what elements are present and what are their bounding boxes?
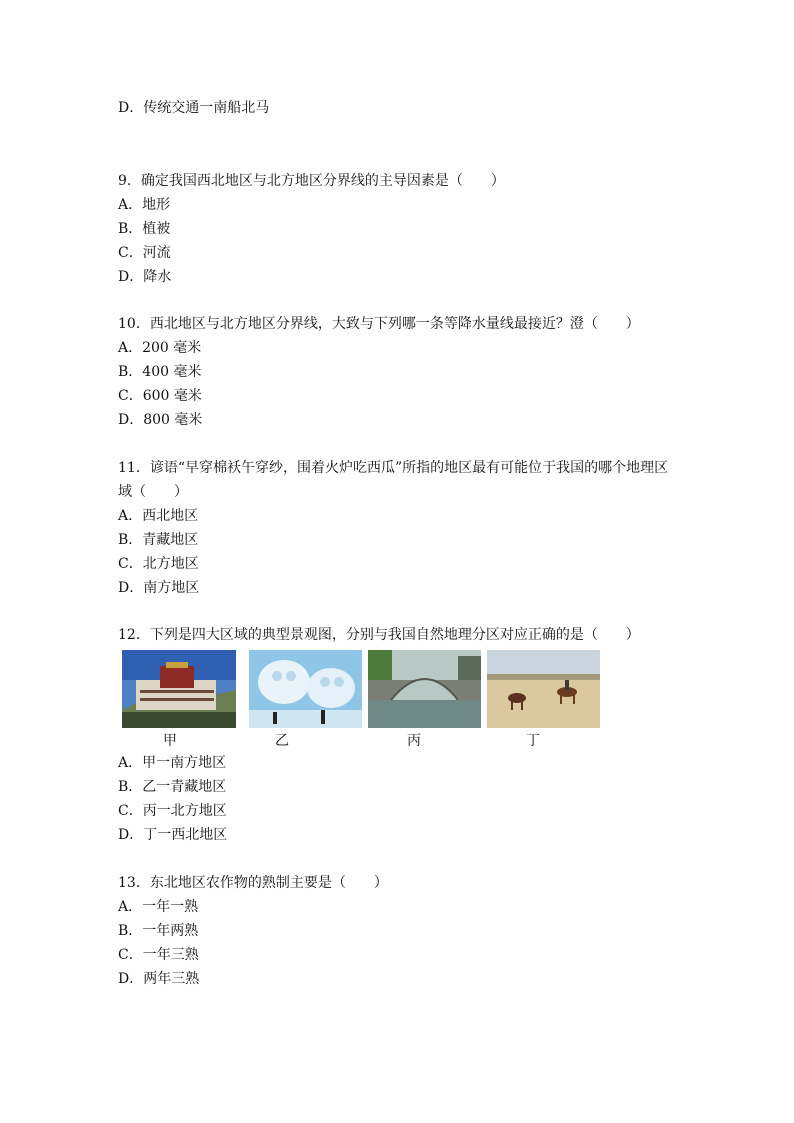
q11-option-d: D．南方地区 [118,580,200,596]
q11-question-line2: 域（ ） [118,484,188,500]
photo-ding-horses [487,650,600,728]
q10-question: 10．西北地区与北方地区分界线，大致与下列哪一条等降水量线最接近？澄（ ） [118,316,640,332]
q9-option-b: B．植被 [118,221,171,237]
photo-bing-bridge [368,650,481,728]
q9-option-a: A．地形 [118,197,171,213]
q10-option-c: C．600 毫米 [118,388,202,404]
caption-bing: 丙 [407,733,421,749]
q10-option-a: A．200 毫米 [118,340,202,356]
q12-option-d: D．丁一西北地区 [118,827,228,843]
q9-option-d: D．降水 [118,269,172,285]
q9-option-c: C．河流 [118,245,171,261]
q10-option-d: D．800 毫米 [118,412,203,428]
caption-jia: 甲 [163,733,177,749]
q9-question: 9．确定我国西北地区与北方地区分界线的主导因素是（ ） [118,173,505,189]
caption-ding: 丁 [526,733,540,749]
q11-option-a: A．西北地区 [118,508,199,524]
q12-question: 12．下列是四大区域的典型景观图，分别与我国自然地理分区对应正确的是（ ） [118,627,640,643]
q13-option-d: D．两年三熟 [118,971,200,987]
q11-question-line1: 11．谚语“早穿棉袄午穿纱，围着火炉吃西瓜”所指的地区最有可能位于我国的哪个地理区 [118,460,669,476]
caption-yi: 乙 [275,733,289,749]
q12-option-a: A．甲一南方地区 [118,755,227,771]
q8-option-d: D．传统交通一南船北马 [118,100,270,116]
q13-option-a: A．一年一熟 [118,899,199,915]
q13-question: 13．东北地区农作物的熟制主要是（ ） [118,875,388,891]
q10-option-b: B．400 毫米 [118,364,202,380]
q13-option-c: C．一年三熟 [118,947,199,963]
q12-option-c: C．丙一北方地区 [118,803,227,819]
q13-option-b: B．一年两熟 [118,923,199,939]
photo-jia-palace [122,650,236,728]
q12-option-b: B．乙一青藏地区 [118,779,227,795]
q11-option-c: C．北方地区 [118,556,199,572]
q11-option-b: B．青藏地区 [118,532,199,548]
photo-yi-ice-sculpture [249,650,362,728]
